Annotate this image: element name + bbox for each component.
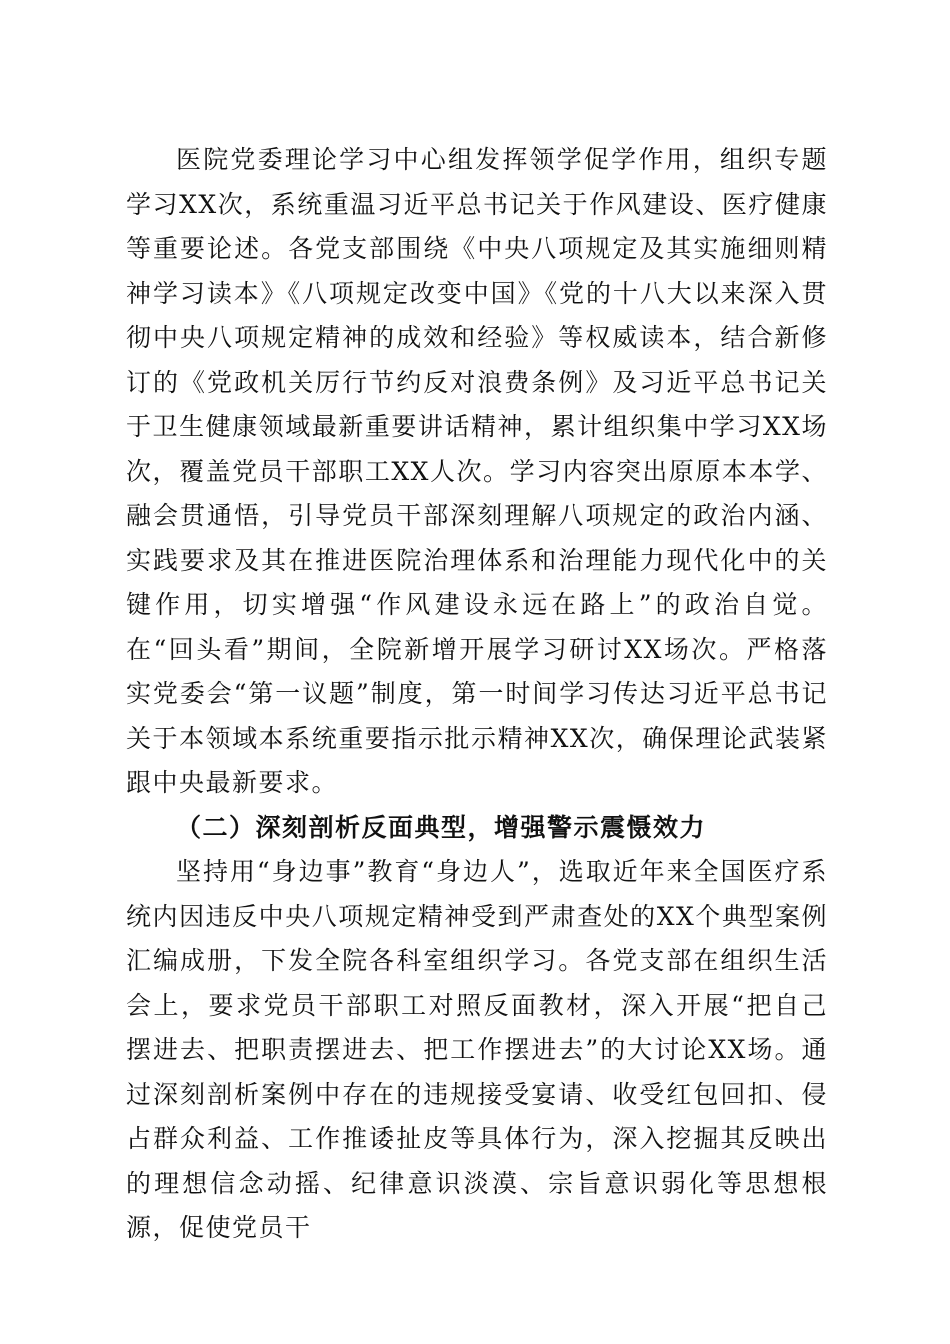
body-paragraph-warning-cases: 坚持用“身边事”教育“身边人”，选取近年来全国医疗系统内因违反中央八项规定精神受到严肃查处的XX个典型案例汇编成册，下发全院各科室组织学习。各党支部在组织生活会上，要求党员干部职工对照反面教材，深入开展“把自己摆进去、把职责摆进去、把工作摆进去”的大讨论XX场。通过深刻剖析案例中存在的违规接受宴请、收受红包回扣、侵占群众利益、工作推诿扯皮等具体行为，深入挖掘其反映出的理想信念动摇、纪律意识淡漠、宗旨意识弱化等思想根源，促使党员干 xyxy=(126,857,828,1242)
section-heading-2: （二）深刻剖析反面典型，增强警示震慑效力 xyxy=(176,812,707,842)
document-body xyxy=(126,138,828,1251)
body-paragraph-theory-study: 医院党委理论学习中心组发挥领学促学作用，组织专题学习XX次，系统重温习近平总书记关于作风建设、医疗健康等重要论述。各党支部围绕《中央八项规定及其实施细则精神学习读本》《八项规定改变中国》《党的十八大以来深入贯彻中央八项规定精神的成效和经验》等权威读本，结合新修订的《党政机关厉行节约反对浪费条例》及习近平总书记关于卫生健康领域最新重要讲话精神，累计组织集中学习XX场次，覆盖党员干部职工XX人次。学习内容突出原原本本学、融会贯通悟，引导党员干部深刻理解八项规定的政治内涵、实践要求及其在推进医院治理体系和治理能力现代化中的关键作用，切实增强“作风建设永远在路上”的政治自觉。在“回头看”期间，全院新增开展学习研讨XX场次。严格落实党委会“第一议题”制度，第一时间学习传达习近平总书记关于本领域本系统重要指示批示精神XX次，确保理论武装紧跟中央最新要求。 xyxy=(126,145,828,797)
